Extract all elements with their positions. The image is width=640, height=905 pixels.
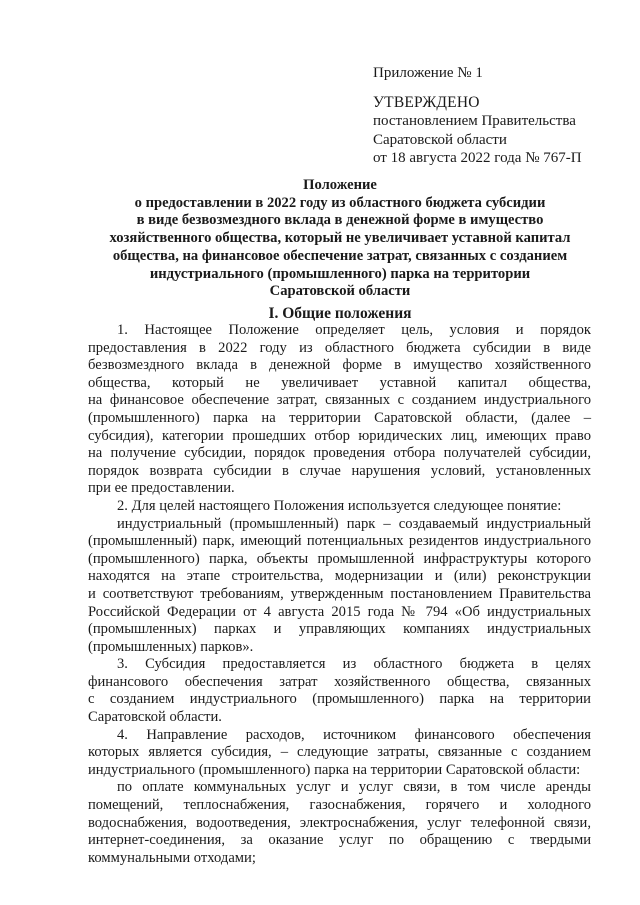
- approval-block: [373, 64, 633, 168]
- title-line: в виде безвозмездного вклада в денежной форме в имущество: [136, 212, 544, 229]
- text-line: на финансовое обеспечение затрат, связанных с созданием индустриального: [88, 392, 591, 409]
- text-line: Российской Федерации от 4 августа 2015 года № 794 «Об индустриальных: [88, 603, 591, 620]
- text-line: порядок возврата субсидии в случае нарушения условий, установленных: [88, 462, 591, 479]
- annex-label: Приложение № 1: [373, 65, 483, 81]
- paragraph: [88, 498, 591, 516]
- paragraph: [88, 727, 591, 780]
- title-line: Положение: [303, 177, 377, 193]
- text-line: на получение субсидии, порядок проведения отбора получателей субсидии,: [88, 445, 591, 462]
- section-heading: I. Общие положения: [268, 305, 412, 322]
- text-line: 2. Для целей настоящего Положения используется следующее понятие:: [117, 497, 562, 514]
- title-line: индустриального (промышленного) парка на территории: [149, 265, 531, 282]
- text-line: 4. Направление расходов, источником финансового обеспечения: [117, 726, 591, 743]
- text-line: находятся на этапе строительства, модернизации и (или) реконструкции: [88, 568, 591, 585]
- text-line: коммунальными отходами;: [88, 849, 256, 866]
- text-line: при ее предоставлении.: [88, 480, 235, 497]
- title-line: Саратовской области: [269, 283, 411, 300]
- approved-by-line: Саратовской области: [373, 131, 507, 148]
- text-line: Саратовской области.: [88, 709, 222, 726]
- text-line: индустриальный (промышленный) парк – создаваемый индустриальный: [117, 515, 591, 532]
- paragraph: [88, 779, 591, 867]
- text-line: интернет-соединения, за оказание услуг по обращению с твердыми: [88, 832, 591, 849]
- text-line: (промышленных) парков».: [88, 638, 254, 655]
- approved-by-line: от 18 августа 2022 года № 767-П: [373, 150, 582, 166]
- text-line: и соответствуют требованиям, утвержденным постановлением Правительства: [88, 585, 591, 602]
- paragraph: [88, 656, 591, 726]
- text-line: с созданием индустриального (промышленного) парка на территории: [88, 691, 591, 708]
- text-line: предоставления в 2022 году из областного бюджета субсидии в виде: [88, 339, 591, 356]
- text-line: индустриального (промышленного) парка на территории Саратовской области:: [88, 761, 581, 778]
- text-line: (промышленный) парк, имеющий потенциальных резидентов индустриального: [88, 533, 591, 550]
- document-title: [60, 177, 620, 301]
- title-line: о предоставлении в 2022 году из областного бюджета субсидии: [134, 194, 546, 211]
- approved-by-line: постановлением Правительства: [373, 113, 576, 129]
- text-line: финансового обеспечения затрат хозяйственного общества, связанных: [88, 673, 591, 690]
- text-line: 1. Настоящее Положение определяет цель, условия и порядок: [117, 322, 591, 338]
- title-line: хозяйственного общества, который не увеличивает уставной капитал: [109, 230, 571, 247]
- approved-label: УТВЕРЖДЕНО: [373, 93, 480, 111]
- text-line: водоснабжения, водоотведения, электроснабжения, услуг телефонной связи,: [88, 814, 591, 831]
- text-line: по оплате коммунальных услуг и услуг связи, в том числе аренды: [117, 779, 591, 796]
- text-line: (промышленного) парка на территории Саратовской области, (далее –: [88, 409, 591, 426]
- paragraph: [88, 516, 591, 657]
- text-line: общества, который не увеличивает уставной капитал общества,: [88, 374, 591, 391]
- text-line: (промышленного) парка, объекты промышленной инфраструктуры которого: [88, 550, 591, 567]
- text-line: помещений, теплоснабжения, газоснабжения, горячего и холодного: [88, 797, 591, 814]
- text-line: субсидия), категории прошедших отбор юридических лиц, имеющих право: [88, 427, 591, 444]
- document-body: [88, 322, 591, 867]
- text-line: (промышленных) парках и управляющих компаниях индустриальных: [88, 621, 591, 638]
- paragraph: [88, 322, 591, 498]
- text-line: 3. Субсидия предоставляется из областного бюджета в целях: [117, 656, 591, 673]
- text-line: безвозмездного вклада в денежной форме в имущество хозяйственного: [88, 357, 591, 374]
- text-line: которых является субсидия, – следующие затраты, связанные с созданием: [88, 744, 591, 761]
- title-line: общества, на финансовое обеспечение затрат, связанных с созданием: [112, 247, 568, 264]
